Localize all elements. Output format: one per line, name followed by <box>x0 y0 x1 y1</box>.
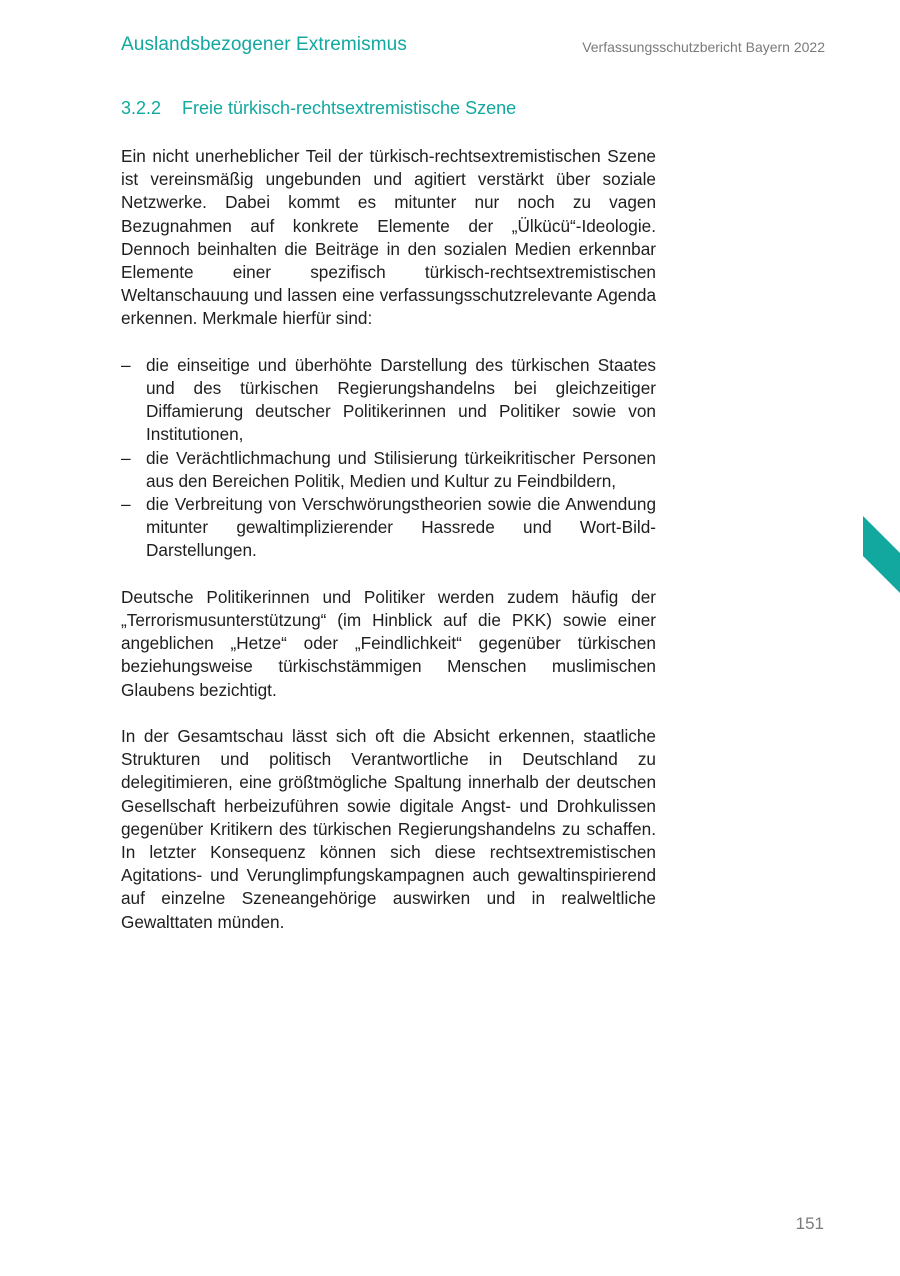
list-bullet: – <box>121 354 131 375</box>
paragraph-summary: In der Gesamtschau lässt sich oft die Absicht erkennen, staatliche Strukturen und politisch Verantwortliche in Deutschland zu delegitimieren, eine größtmögliche Spaltung innerhalb der deutschen Gesellschaft herbeizuführen sowie digitale Angst- und Drohkulissen gegenüber Kritikern des türkischen Regierungshandelns zu schaffen. In letzter Konsequenz können sich diese rechtsextremistischen Agitations- und Verunglimpfungskampagnen auch gewaltinspirierend auf einzelne Szeneangehörige auswirken und in realweltliche Gewalttaten münden. <box>121 726 656 932</box>
list-item <box>121 354 656 447</box>
paragraph-accusations: Deutsche Politikerinnen und Politiker werden zudem häufig der „Terrorismusunterstützung“ (im Hinblick auf die PKK) sowie einer angeblichen „Hetze“ oder „Feindlichkeit“ gegenüber türkischen beziehungsweise türkischstämmigen Menschen muslimischen Glaubens bezichtigt. <box>121 586 656 700</box>
list-item-text: die einseitige und überhöhte Darstellung des türkischen Staates und des türkischen Regierungshandelns bei gleichzeitiger Diffamierung deutscher Politikerinnen und Politiker sowie von Institutionen, <box>146 354 656 445</box>
section-number: 3.2.2 <box>121 98 162 118</box>
feature-list <box>121 354 656 563</box>
chapter-title: Auslandsbezogener Extremismus <box>121 34 407 55</box>
list-item <box>121 493 656 563</box>
publication-title: Verfassungsschutzbericht Bayern 2022 <box>582 39 825 55</box>
list-item <box>121 447 656 493</box>
chapter-tab-shape <box>863 516 900 593</box>
list-item-text: die Verächtlichmachung und Stilisierung türkeikritischer Personen aus den Bereichen Politik, Medien und Kultur zu Feindbildern, <box>146 447 656 491</box>
list-bullet: – <box>121 447 131 468</box>
page-number: 151 <box>795 1214 824 1233</box>
paragraph-intro: Ein nicht unerheblicher Teil der türkisch-rechtsextremistischen Szene ist vereinsmäßig ungebunden und agitiert verstärkt über soziale Netzwerke. Dabei kommt es mitunter nur noch zu vagen Bezugnahmen auf konkrete Elemente der „Ülkücü“-Ideologie. Dennoch beinhalten die Beiträge in den sozialen Medien erkennbar Elemente einer spezifisch türkisch-rechtsextremistischen Weltanschauung und lassen eine verfassungsschutzrelevante Agenda erkennen. Merkmale hierfür sind: <box>121 146 656 329</box>
body-text <box>121 145 656 957</box>
list-item-text: die Verbreitung von Verschwörungstheorien sowie die Anwendung mitunter gewaltimplizierender Hassrede und Wort-Bild-Darstellungen. <box>146 494 656 561</box>
list-bullet: – <box>121 494 131 515</box>
chapter-tab-marker <box>863 516 900 593</box>
section-title: Freie türkisch-rechtsextremistische Szene <box>182 98 517 118</box>
section-heading <box>121 98 516 119</box>
